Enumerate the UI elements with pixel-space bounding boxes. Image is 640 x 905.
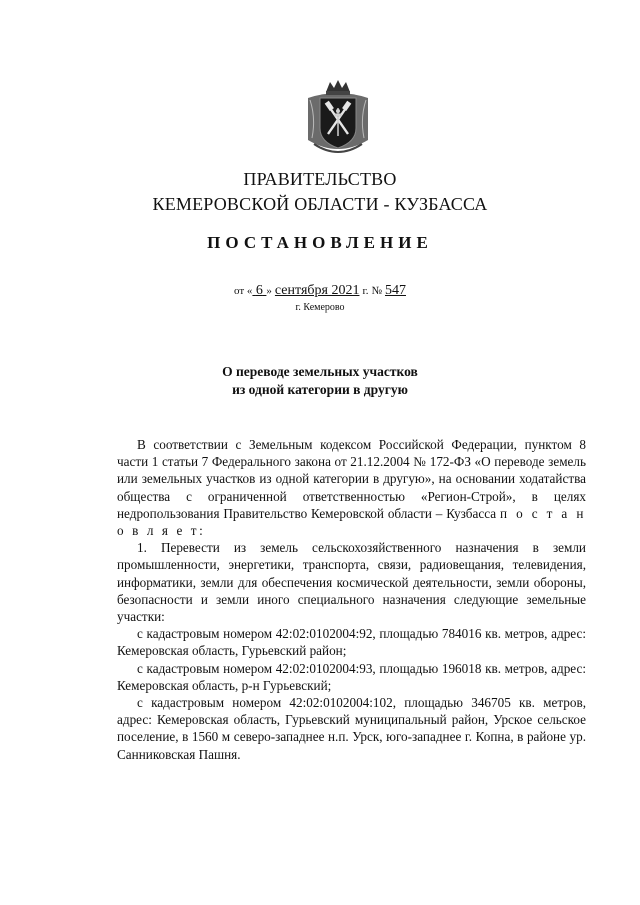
- government-name-line1: ПРАВИТЕЛЬСТВО: [243, 169, 397, 189]
- number-label: №: [371, 285, 382, 297]
- subject-line1: О переводе земельных участков: [222, 364, 418, 379]
- government-name-line2: КЕМЕРОВСКОЙ ОБЛАСТИ - КУЗБАССА: [152, 194, 488, 214]
- date-month-year: сентября 2021: [274, 283, 360, 298]
- date-number-line: [0, 283, 640, 299]
- date-year-suffix: г.: [362, 285, 369, 297]
- plot-3-paragraph: с кадастровым номером 42:02:0102004:102, площадью 346705 кв. метров, адрес: Кемеровская область, Гурьевский муниципальный район, Урское сельское поселение, в 1560 м северо-западнее н.п. Урск, юго-западнее г. Копна, в районе ур. Санниковская Пашня.: [117, 695, 586, 762]
- document-subject: [0, 363, 640, 399]
- intro-text: В соответствии с Земельным кодексом Российской Федерации, пунктом 8 части 1 статьи 7 Федерального закона от 21.12.2004 № 172-ФЗ «О переводе земель или земельных участков из одной категории в другую», на основании ходатайства общества с ограниченной ответственностью «Регион-Строй», в целях недропользования Правительство Кемеровской области – Кузбасса: [117, 437, 586, 521]
- plot-1-paragraph: с кадастровым номером 42:02:0102004:92, площадью 784016 кв. метров, адрес: Кемеровская область, Гурьевский район;: [117, 626, 586, 659]
- plot-2-paragraph: с кадастровым номером 42:02:0102004:93, площадью 196018 кв. метров, адрес: Кемеровская область, р-н Гурьевский;: [117, 660, 586, 693]
- document-body: [117, 436, 586, 763]
- date-prefix: от «: [234, 285, 253, 297]
- intro-paragraph: [117, 436, 586, 539]
- date-day: 6: [255, 283, 263, 298]
- kuzbass-coat-of-arms-icon: [304, 78, 372, 160]
- item-1-paragraph: 1. Перевести из земель сельскохозяйственного назначения в земли промышленности, энергетики, транспорта, связи, радиовещания, телевидения, информатики, земли для обеспечения космической деятельности, земли обороны, безопасности и земли иного специального назначения следующие земельные участки:: [117, 540, 586, 625]
- city-label: г. Кемерово: [295, 302, 345, 313]
- document-type-title: ПОСТАНОВЛЕНИЕ: [207, 233, 433, 252]
- document-number: 547: [384, 283, 406, 298]
- date-mid: »: [266, 285, 272, 297]
- resolves-text: п о с т а н о в л я е т:: [117, 505, 586, 539]
- subject-line2: из одной категории в другую: [232, 382, 408, 397]
